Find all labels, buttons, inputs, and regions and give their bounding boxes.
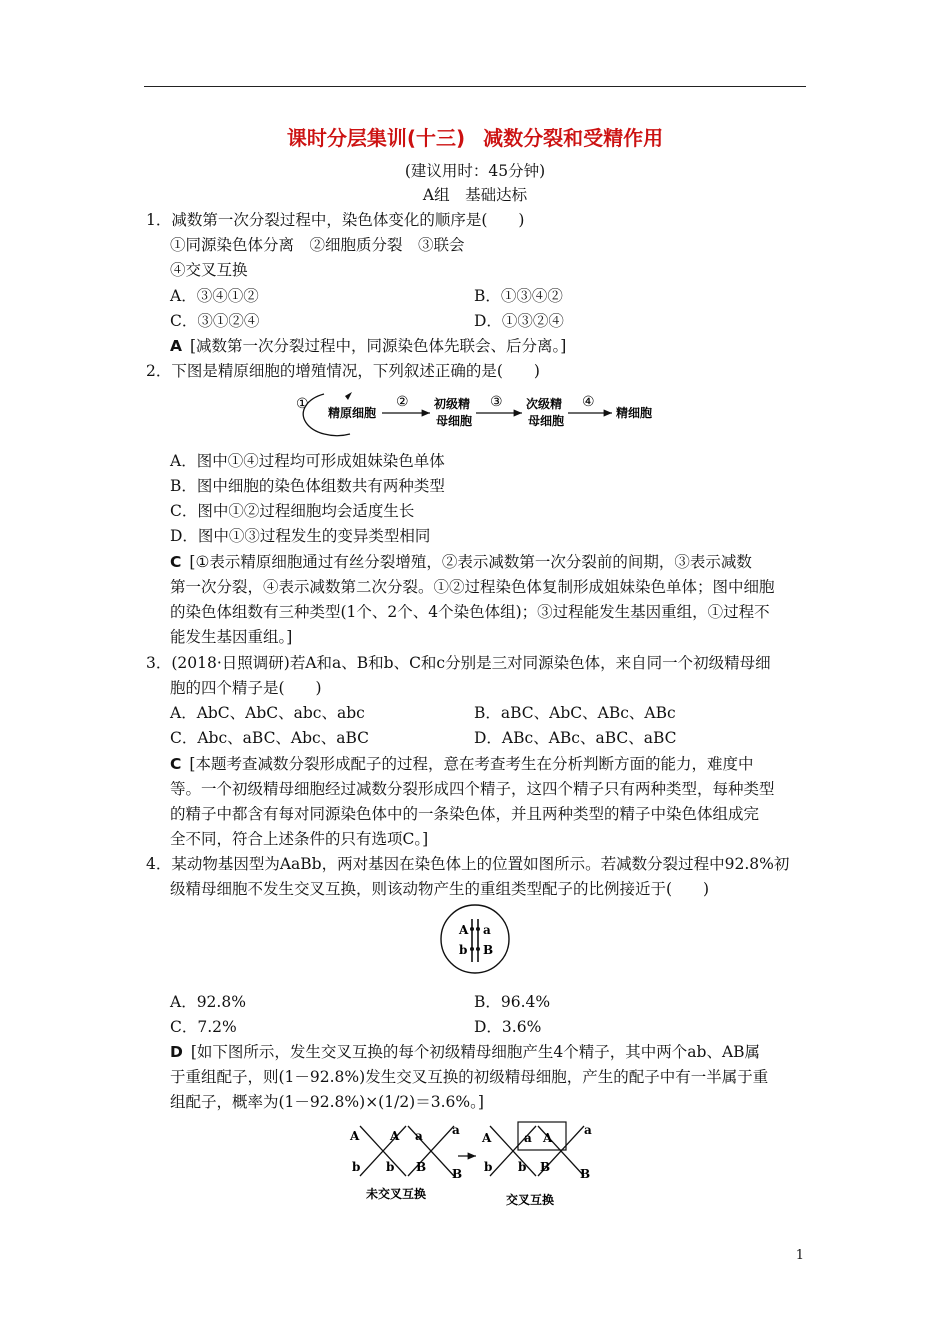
- q3-explanation-l2: 等。一个初级精母细胞经过减数分裂形成四个精子，这四个精子只有两种类型，每种类型: [170, 780, 775, 798]
- label-a: a: [452, 1123, 460, 1137]
- q3-stem-l2: 胞的四个精子是( ): [170, 679, 322, 697]
- q1-items-line1: ①同源染色体分离 ②细胞质分裂 ③联会: [170, 236, 465, 254]
- cell-spermatid: 精细胞: [616, 406, 653, 420]
- title-part1: 课时分层集训(十三): [286, 126, 466, 150]
- q1-option-c: C．③①②④: [170, 312, 260, 330]
- allele-a: a: [483, 923, 491, 937]
- q4-stem-l1: 4．某动物基因型为AaBb，两对基因在染色体上的位置如图所示。若减数分裂过程中92.8%初: [146, 855, 790, 873]
- label-A: A: [350, 1129, 360, 1143]
- q3-explanation-l3: 的精子中都含有每对同源染色体中的一条染色体，并且两种类型的精子中染色体组成完: [170, 805, 760, 823]
- q4-option-b: B．96.4%: [474, 993, 551, 1011]
- q3-explanation-l1: [本题考查减数分裂形成配子的过程，意在考查考生在分析判断方面的能力，难度中: [189, 755, 754, 773]
- q2-answer: C: [170, 553, 182, 571]
- q1-answer-line: [170, 334, 566, 356]
- group-label: A组 基础达标: [422, 186, 528, 204]
- q2-answer-line: [170, 550, 752, 572]
- q2-explanation-l4: 能发生基因重组。]: [170, 628, 293, 646]
- q2-option-d: D．图中①③过程发生的变异类型相同: [170, 527, 431, 545]
- label-A: A: [543, 1131, 553, 1145]
- q4-option-a: A．92.8%: [170, 993, 246, 1011]
- q1-items-line2: ④交叉互换: [170, 261, 248, 279]
- q4-explanation-l1: [如下图所示，发生交叉互换的每个初级精母细胞产生4个精子，其中两个ab、AB属: [190, 1043, 761, 1061]
- label-A: A: [482, 1131, 492, 1145]
- q4-option-d: D．3.6%: [474, 1018, 542, 1036]
- q1-option-d: D．①③②④: [474, 312, 564, 330]
- page-title: [0, 122, 950, 151]
- cell-secondary-l1: 次级精: [526, 397, 563, 411]
- q4-stem-l2: 级精母细胞不发生交叉互换，则该动物产生的重组类型配子的比例接近于( ): [170, 880, 710, 898]
- q1-stem: 1．减数第一次分裂过程中，染色体变化的顺序是( ): [146, 211, 525, 229]
- label-b: b: [386, 1160, 395, 1174]
- loop-arrowhead: [345, 392, 352, 400]
- q3-answer: C: [170, 755, 182, 773]
- q1-explanation: [减数第一次分裂过程中，同源染色体先联会、后分离。]: [190, 337, 567, 355]
- crossover-diagram: [340, 1118, 600, 1216]
- allele-A: A: [459, 923, 469, 937]
- cell-spermatogonium: 精原细胞: [328, 406, 377, 420]
- label-B: B: [540, 1160, 551, 1174]
- spermatogenesis-diagram: [290, 388, 670, 444]
- label-b: b: [518, 1160, 527, 1174]
- cell-primary-l2: 母细胞: [436, 414, 473, 428]
- page-number: 1: [795, 1248, 804, 1263]
- q3-explanation-l4: 全不同，符合上述条件的只有选项C。]: [170, 830, 429, 848]
- label-B: B: [452, 1167, 463, 1181]
- time-hint: (建议用时：45分钟): [404, 162, 546, 180]
- q4-option-c: C．7.2%: [170, 1018, 237, 1036]
- diagram-step-4: ④: [582, 394, 595, 410]
- q2-stem: 2．下图是精原细胞的增殖情况，下列叙述正确的是( ): [146, 362, 540, 380]
- q3-option-b: B．aBC、AbC、ABc、ABc: [474, 704, 676, 722]
- no-crossover-group: [349, 1123, 462, 1201]
- header-rule: [144, 86, 806, 87]
- q1-answer: A: [170, 337, 182, 355]
- q3-answer-line: [170, 752, 753, 774]
- cell-outline: [441, 905, 509, 973]
- caption-no-crossover: 未交叉互换: [366, 1187, 427, 1201]
- label-A: A: [390, 1129, 400, 1143]
- q3-option-d: D．ABc、ABc、aBC、aBC: [474, 729, 677, 747]
- caption-crossover: 交叉互换: [506, 1193, 555, 1207]
- diagram-step-1: ①: [296, 396, 309, 412]
- q2-explanation-l2: 第一次分裂，④表示减数第二次分裂。①②过程染色体复制形成姐妹染色单体；图中细胞: [170, 578, 775, 596]
- label-b: b: [484, 1160, 493, 1174]
- q2-explanation-l1: [①表示精原细胞通过有丝分裂增殖，②表示减数第一次分裂前的间期，③表示减数: [189, 553, 752, 571]
- label-B: B: [416, 1160, 427, 1174]
- label-a: a: [524, 1131, 532, 1145]
- diagram-step-2: ②: [396, 394, 409, 410]
- allele-B: B: [483, 943, 494, 957]
- crossover-group: [481, 1122, 592, 1207]
- q2-option-c: C．图中①②过程细胞均会适度生长: [170, 502, 415, 520]
- q4-explanation-l2: 于重组配子，则(1－92.8%)发生交叉互换的初级精母细胞，产生的配子中有一半属于重: [170, 1068, 769, 1086]
- label-b: b: [352, 1160, 361, 1174]
- q2-explanation-l3: 的染色体组数有三种类型(1个、2个、4个染色体组)；③过程能发生基因重组，①过程不: [170, 603, 770, 621]
- diagram-step-3: ③: [490, 394, 503, 410]
- cell-primary-l1: 初级精: [434, 397, 471, 411]
- q4-answer-line: [170, 1040, 760, 1062]
- label-a: a: [584, 1123, 592, 1137]
- q2-option-a: A．图中①④过程均可形成姐妹染色单体: [170, 452, 445, 470]
- cell-secondary-l2: 母细胞: [528, 414, 565, 428]
- allele-dot: [476, 927, 480, 931]
- title-part2: 减数分裂和受精作用: [483, 126, 664, 150]
- q3-option-a: A．AbC、AbC、abc、abc: [170, 704, 365, 722]
- allele-dot: [470, 927, 474, 931]
- allele-dot: [476, 947, 480, 951]
- q2-option-b: B．图中细胞的染色体组数共有两种类型: [170, 477, 445, 495]
- q4-answer: D: [170, 1043, 183, 1061]
- q3-stem-l1: 3．(2018·日照调研)若A和a、B和b、C和c分别是三对同源染色体，来自同一个初级精母细: [146, 654, 771, 672]
- q3-option-c: C．Abc、aBC、Abc、aBC: [170, 729, 370, 747]
- q1-option-b: B．①③④②: [474, 287, 563, 305]
- label-B: B: [580, 1167, 591, 1181]
- gene-position-cell: [438, 902, 518, 982]
- label-a: a: [415, 1129, 423, 1143]
- allele-b: b: [459, 943, 468, 957]
- q1-option-a: A．③④①②: [170, 287, 259, 305]
- q4-explanation-l3: 组配子，概率为(1－92.8%)×(1/2)＝3.6%。]: [170, 1093, 484, 1111]
- allele-dot: [470, 947, 474, 951]
